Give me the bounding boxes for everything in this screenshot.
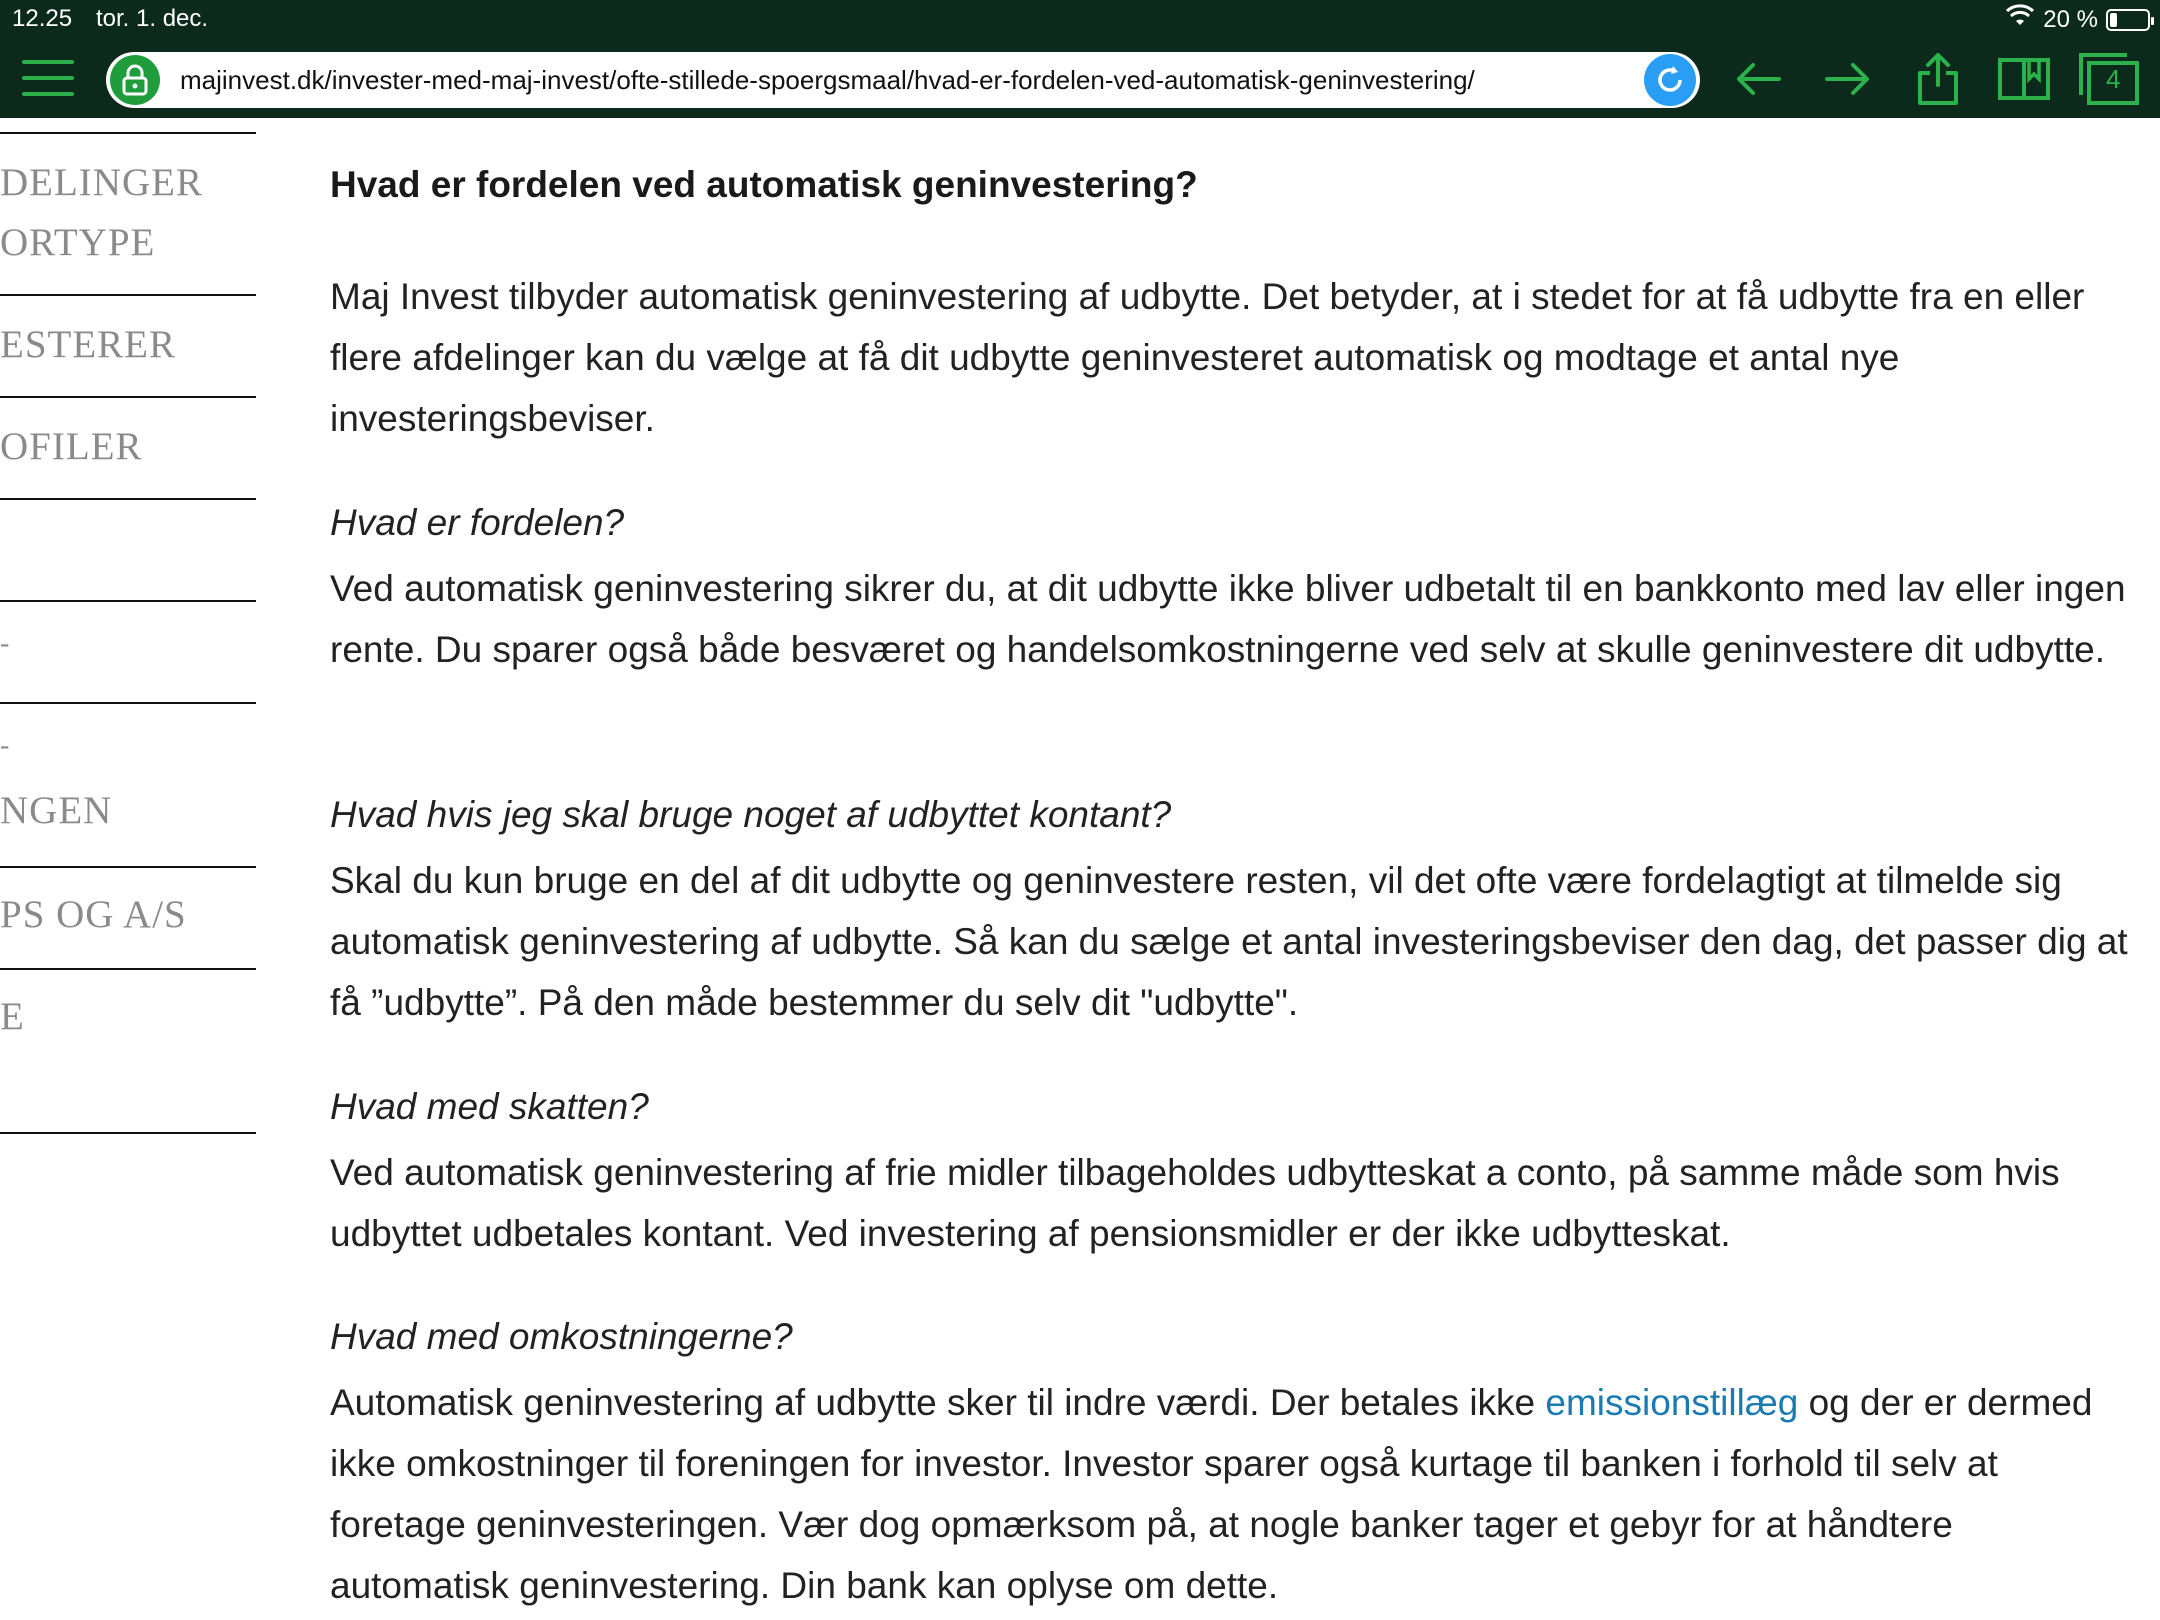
sidebar-divider (0, 294, 256, 296)
sidebar-item[interactable]: E (0, 995, 25, 1038)
section-body: Ved automatisk geninvestering af frie midler tilbageholdes udbytteskat a conto, på samme måde som hvis udbyttet udbetales kontant. Ved investering af pensionsmidler er der ikke udbytteskat. (330, 1152, 2060, 1254)
tabs-icon[interactable] (2076, 50, 2142, 108)
page-title: Hvad er fordelen ved automatisk geninvestering? (330, 164, 1198, 205)
emissionstillaeg-link[interactable]: emissionstillæg (1545, 1382, 1799, 1423)
reload-icon[interactable] (1644, 54, 1696, 106)
sidebar-divider (0, 866, 256, 868)
tab-count: 4 (2106, 64, 2121, 94)
sidebar-item[interactable]: ESTERER (0, 323, 177, 366)
sidebar-item[interactable]: - (0, 730, 11, 761)
sidebar-item[interactable]: ORTYPE (0, 221, 156, 264)
status-time: 12.25 (12, 5, 73, 32)
back-arrow-icon[interactable] (1728, 50, 1788, 108)
section-body-text: Automatisk geninvestering af udbytte sker til indre værdi. Der betales ikke (330, 1382, 1546, 1423)
sidebar-divider (0, 498, 256, 500)
battery-level (2110, 13, 2117, 27)
sidebar-divider (0, 702, 256, 704)
battery-icon (2106, 9, 2150, 31)
sidebar-item[interactable]: - (0, 628, 11, 659)
sidebar-item[interactable]: NGEN (0, 789, 113, 832)
section-body: Ved automatisk geninvestering sikrer du, at dit udbytte ikke bliver udbetalt til en bankkonto med lav eller ingen rente. Du sparer også både besværet og handelsomkostningerne ved selv at skulle geninvestere dit udbytte. (330, 568, 2126, 670)
section-heading: Hvad med skatten? (330, 1086, 649, 1127)
sidebar-divider (0, 396, 256, 398)
menu-icon[interactable] (20, 54, 76, 102)
wifi-icon (2005, 4, 2035, 35)
intro-paragraph: Maj Invest tilbyder automatisk geninvestering af udbytte. Det betyder, at i stedet for at få udbytte fra en eller flere afdelinger kan du vælge at få dit udbytte geninvesteret automatisk og modtage et antal nye investeringsbeviser. (330, 276, 2085, 439)
browser-toolbar (0, 40, 2160, 118)
section-heading: Hvad med omkostningerne? (330, 1316, 793, 1357)
sidebar-divider (0, 132, 256, 134)
sidebar-divider (0, 600, 256, 602)
status-bar (0, 0, 2160, 38)
status-indicators (2005, 4, 2150, 35)
browser-chrome (0, 0, 2160, 118)
sidebar-divider (0, 968, 256, 970)
section-heading: Hvad er fordelen? (330, 502, 625, 543)
sidebar-item[interactable]: DELINGER (0, 161, 203, 204)
section-heading: Hvad hvis jeg skal bruge noget af udbyttet kontant? (330, 794, 1172, 835)
section-body: Skal du kun bruge en del af dit udbytte og geninvestere resten, vil det ofte være fordelagtigt at tilmelde sig automatisk geninvestering af udbytte. Så kan du sælge et antal investeringsbeviser den dag, det passer dig at få ”udbytte”. På den måde bestemmer du selv dit "udbytte". (330, 860, 2128, 1023)
sidebar-nav (0, 118, 256, 1620)
url-text[interactable]: majinvest.dk/invester-med-maj-invest/ofte-stillede-spoergsmaal/hvad-er-fordelen-ved-automatisk-geninvestering/ (180, 64, 1475, 95)
sidebar-item[interactable]: OFILER (0, 425, 143, 468)
battery-percent: 20 % (2043, 5, 2098, 33)
forward-arrow-icon[interactable] (1818, 50, 1878, 108)
lock-icon (110, 55, 160, 105)
share-icon[interactable] (1908, 50, 1968, 108)
section-body-text: og der er dermed ikke omkostninger til foreningen for investor. Investor sparer også kurtage til banken i forhold til selv at foretage geninvesteringen. Vær dog opmærksom på, at nogle banker tager et gebyr for at håndtere automatisk geninvestering. Din bank kan oplyse om dette. (330, 1382, 2093, 1606)
section-body (330, 1372, 2140, 1616)
sidebar-item[interactable]: PS OG A/S (0, 893, 187, 936)
sidebar-divider (0, 1132, 256, 1134)
status-date: tor. 1. dec. (96, 5, 209, 32)
address-bar[interactable] (106, 52, 1700, 108)
bookmarks-icon[interactable] (1994, 50, 2054, 108)
